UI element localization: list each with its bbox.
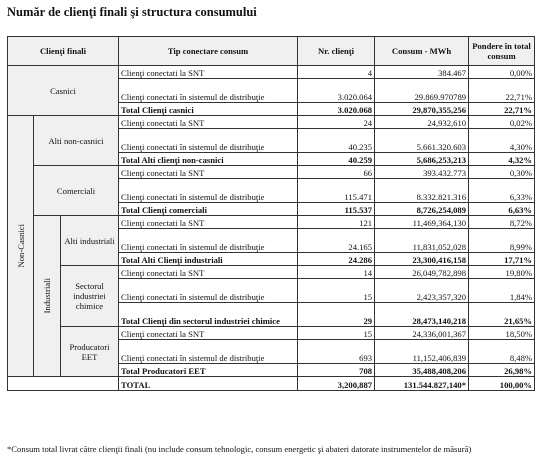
table-row <box>8 66 535 79</box>
table-row <box>8 166 535 179</box>
row-consum: 11,152,406,839 <box>375 340 469 364</box>
total-nr: 3,200,887 <box>298 377 375 391</box>
row-nr: 15 <box>298 279 375 303</box>
row-pondere: 8,48% <box>469 340 535 364</box>
page-title: Număr de clienţi finali şi structura consumului <box>7 5 257 19</box>
table-row <box>8 216 535 229</box>
row-tip: Clienţi conectati la SNT <box>119 166 298 179</box>
group-sectorul-chimice: Sectorul industriei chimice <box>61 266 119 327</box>
row-pondere: 19,80% <box>469 266 535 279</box>
table-row <box>8 327 535 340</box>
header-pondere: Pondere în total consum <box>469 37 535 66</box>
row-nr: 3.020.068 <box>298 103 375 116</box>
row-nr: 14 <box>298 266 375 279</box>
row-pondere: 17,71% <box>469 253 535 266</box>
row-consum: 2,423,357,320 <box>375 279 469 303</box>
consumption-table <box>7 36 535 391</box>
row-tip: Clienţi conectati în sistemul de distribuţie <box>119 179 298 203</box>
row-nr: 115.471 <box>298 179 375 203</box>
group-non-casnici <box>8 116 34 377</box>
row-consum: 11,831,052,028 <box>375 229 469 253</box>
row-tip: Clienţi conectati la SNT <box>119 216 298 229</box>
row-tip: Clienţi conectati la SNT <box>119 327 298 340</box>
row-pondere: 8,72% <box>469 216 535 229</box>
row-tip: Clienţi conectati în sistemul de distribuţie <box>119 340 298 364</box>
row-nr: 15 <box>298 327 375 340</box>
row-consum: 23,300,416,158 <box>375 253 469 266</box>
row-pondere: 0,30% <box>469 166 535 179</box>
row-tip: Clienţi conectati în sistemul de distribuţie <box>119 229 298 253</box>
row-nr: 693 <box>298 340 375 364</box>
total-pondere: 100,00% <box>469 377 535 391</box>
header-clienti-finali: Clienţi finali <box>8 37 119 66</box>
row-consum: 8.332.821.316 <box>375 179 469 203</box>
row-pondere: 1,84% <box>469 279 535 303</box>
header-row <box>8 37 535 66</box>
total-consum: 131.544.827,140* <box>375 377 469 391</box>
group-producatori-eet: Producatori EET <box>61 327 119 377</box>
group-non-casnici-label: Non-Casnici <box>15 224 26 268</box>
row-pondere: 21,65% <box>469 303 535 327</box>
row-nr: 40.259 <box>298 153 375 166</box>
row-nr: 121 <box>298 216 375 229</box>
row-pondere: 4,32% <box>469 153 535 166</box>
group-industriali <box>34 216 61 377</box>
row-tip: Clienţi conectati în sistemul de distribuţie <box>119 129 298 153</box>
row-consum: 24,932,610 <box>375 116 469 129</box>
table-row <box>8 266 535 279</box>
row-tip: Total Alti clienţi non-casnici <box>119 153 298 166</box>
row-nr: 115.537 <box>298 203 375 216</box>
footnote: *Consum total livrat către clienţii finali (nu include consum tehnologic, consum energetic şi abateri datorate instrumentelor de măsură) <box>7 444 472 454</box>
table-row <box>8 116 535 129</box>
row-pondere: 18,50% <box>469 327 535 340</box>
group-casnici: Casnici <box>8 66 119 116</box>
row-consum: 8,726,254,089 <box>375 203 469 216</box>
row-tip: Clienţi conectati în sistemul de distribuţie <box>119 79 298 103</box>
total-spacer <box>8 377 119 391</box>
row-tip: Total Clienţi din sectorul industriei chimice <box>119 303 298 327</box>
row-consum: 35,488,408,206 <box>375 364 469 377</box>
row-nr: 29 <box>298 303 375 327</box>
row-consum: 29,870,355,256 <box>375 103 469 116</box>
row-consum: 393.432.773 <box>375 166 469 179</box>
row-pondere: 22,71% <box>469 79 535 103</box>
row-pondere: 22,71% <box>469 103 535 116</box>
table-row-grand-total <box>8 377 535 391</box>
row-consum: 5,686,253,213 <box>375 153 469 166</box>
row-tip: Clienţi conectati în sistemul de distribuţie <box>119 279 298 303</box>
total-label: TOTAL <box>119 377 298 391</box>
row-tip: Clienţi conectati la SNT <box>119 116 298 129</box>
row-pondere: 26,98% <box>469 364 535 377</box>
row-pondere: 4,30% <box>469 129 535 153</box>
row-consum: 28,473,140,218 <box>375 303 469 327</box>
row-nr: 66 <box>298 166 375 179</box>
row-tip: Total Clienţi comerciali <box>119 203 298 216</box>
row-pondere: 0,00% <box>469 66 535 79</box>
row-pondere: 0,02% <box>469 116 535 129</box>
group-industriali-label: Industriali <box>42 278 52 314</box>
header-tip-conectare: Tip conectare consum <box>119 37 298 66</box>
row-consum: 24,336,001,367 <box>375 327 469 340</box>
row-nr: 708 <box>298 364 375 377</box>
row-consum: 384.467 <box>375 66 469 79</box>
row-tip: Clienţi conectati la SNT <box>119 266 298 279</box>
row-nr: 24 <box>298 116 375 129</box>
row-tip: Clienţi conectati la SNT <box>119 66 298 79</box>
row-consum: 11,469,364,130 <box>375 216 469 229</box>
row-nr: 24.165 <box>298 229 375 253</box>
row-nr: 4 <box>298 66 375 79</box>
row-tip: Total Producatori EET <box>119 364 298 377</box>
row-consum: 5.661.320.603 <box>375 129 469 153</box>
group-alti-industriali: Alti industriali <box>61 216 119 266</box>
row-pondere: 6,63% <box>469 203 535 216</box>
row-tip: Total Alti Clienţi industriali <box>119 253 298 266</box>
row-nr: 40.235 <box>298 129 375 153</box>
row-consum: 29.869.970789 <box>375 79 469 103</box>
header-nr-clienti: Nr. clienţi <box>298 37 375 66</box>
group-comerciali: Comerciali <box>34 166 119 216</box>
row-tip: Total Clienţi casnici <box>119 103 298 116</box>
row-pondere: 6,33% <box>469 179 535 203</box>
row-pondere: 8,99% <box>469 229 535 253</box>
row-nr: 24.286 <box>298 253 375 266</box>
group-alti-non-casnici: Alti non-casnici <box>34 116 119 166</box>
row-nr: 3.020.064 <box>298 79 375 103</box>
header-consum: Consum - MWh <box>375 37 469 66</box>
row-consum: 26,049,782,898 <box>375 266 469 279</box>
